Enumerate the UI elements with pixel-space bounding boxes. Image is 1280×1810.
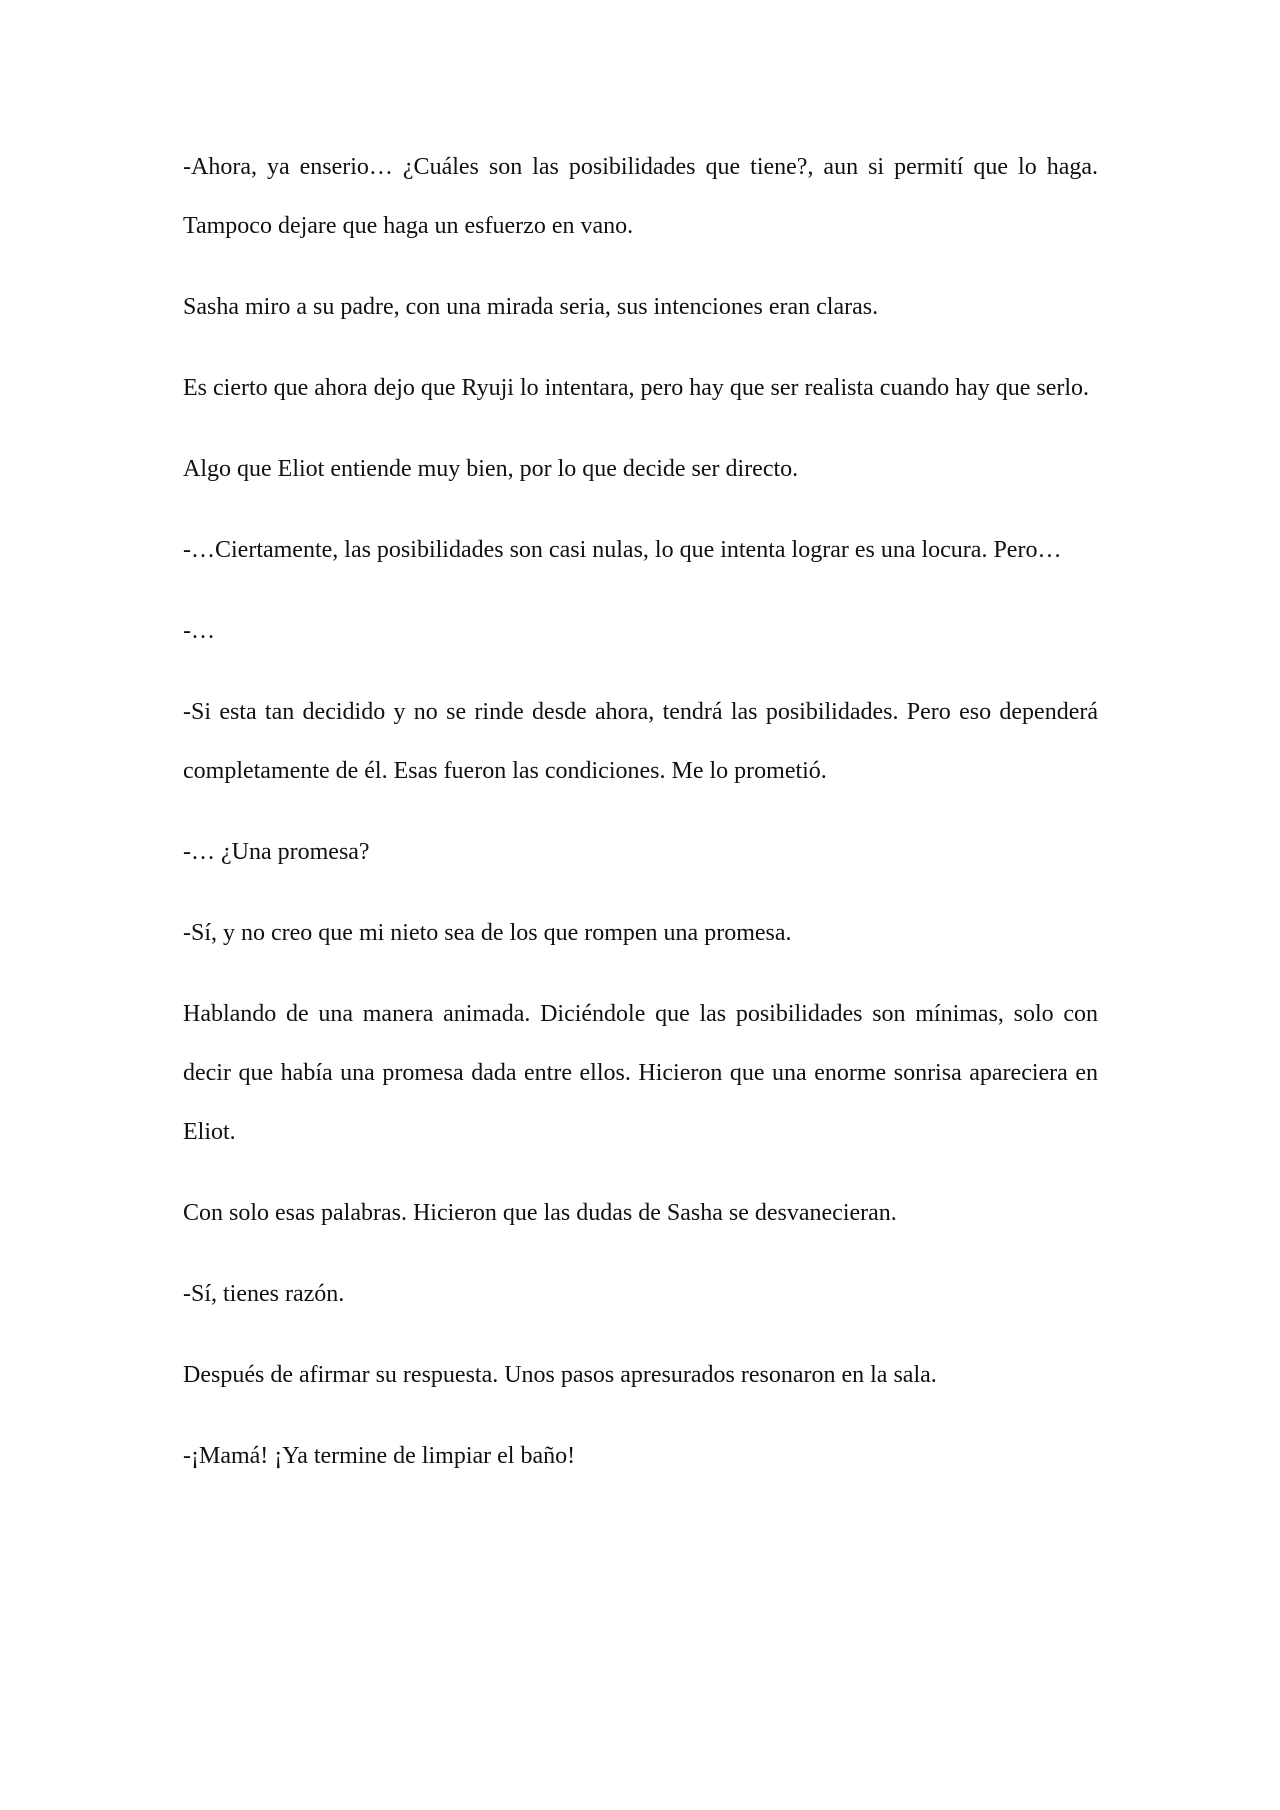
- paragraph: Con solo esas palabras. Hicieron que las dudas de Sasha se desvanecieran.: [183, 1200, 897, 1226]
- paragraph: -¡Mamá! ¡Ya termine de limpiar el baño!: [183, 1443, 576, 1469]
- paragraph: Sasha miro a su padre, con una mirada seria, sus intenciones eran claras.: [183, 294, 879, 320]
- document-body: [183, 138, 1098, 1508]
- paragraph: -Si esta tan decidido y no se rinde desde ahora, tendrá las posibilidades. Pero eso dependerá completamente de él. Esas fueron las condiciones. Me lo prometió.: [183, 699, 1098, 784]
- paragraph: Hablando de una manera animada. Diciéndole que las posibilidades son mínimas, solo con decir que había una promesa dada entre ellos. Hicieron que una enorme sonrisa apareciera en Eliot.: [183, 1001, 1098, 1145]
- paragraph: Es cierto que ahora dejo que Ryuji lo intentara, pero hay que ser realista cuando hay que serlo.: [183, 375, 1090, 401]
- paragraph: -Ahora, ya enserio… ¿Cuáles son las posibilidades que tiene?, aun si permití que lo haga. Tampoco dejare que haga un esfuerzo en vano.: [183, 154, 1098, 239]
- paragraph: Algo que Eliot entiende muy bien, por lo que decide ser directo.: [183, 456, 799, 482]
- paragraph: Después de afirmar su respuesta. Unos pasos apresurados resonaron en la sala.: [183, 1362, 937, 1388]
- paragraph: -Sí, y no creo que mi nieto sea de los que rompen una promesa.: [183, 920, 792, 946]
- paragraph: -Sí, tienes razón.: [183, 1281, 345, 1307]
- paragraph: -… ¿Una promesa?: [183, 839, 370, 865]
- paragraph: -…: [183, 618, 215, 644]
- paragraph: -…Ciertamente, las posibilidades son casi nulas, lo que intenta lograr es una locura. Pero…: [183, 537, 1062, 563]
